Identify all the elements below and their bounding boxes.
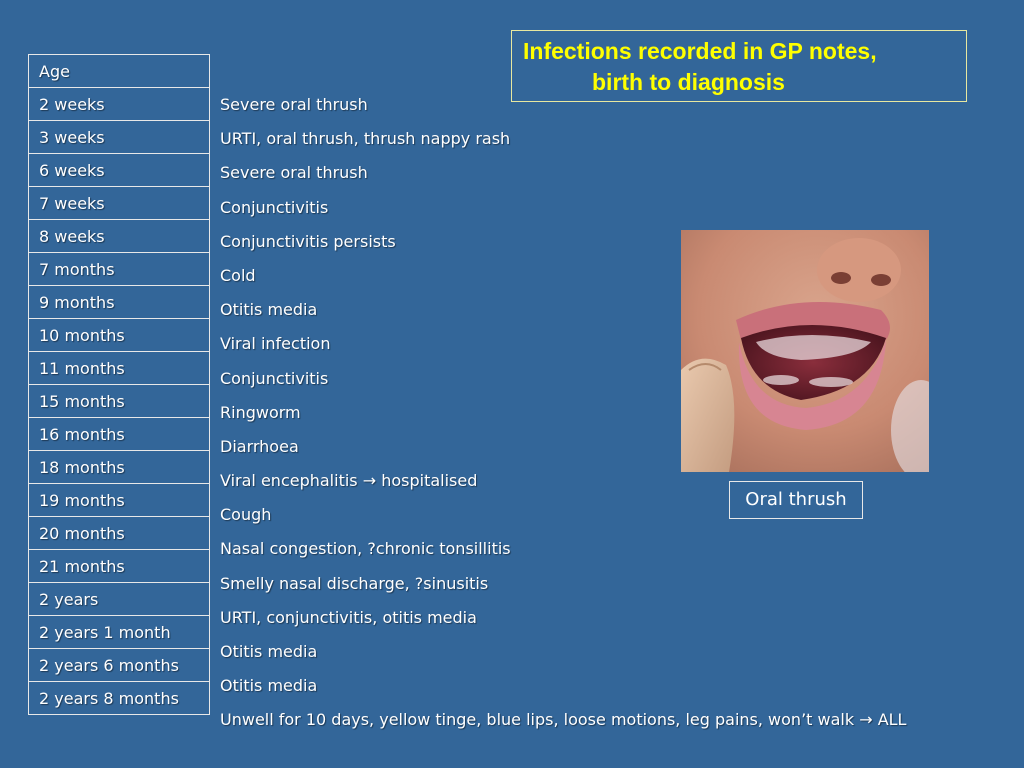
age-cell: 3 weeks	[29, 121, 210, 154]
photo-caption: Oral thrush	[729, 481, 863, 519]
infection-item: Viral encephalitis → hospitalised	[220, 471, 478, 491]
infection-item: URTI, conjunctivitis, otitis media	[220, 607, 477, 627]
infection-item: URTI, oral thrush, thrush nappy rash	[220, 129, 511, 149]
infection-item: Cold	[220, 265, 256, 285]
infection-item: Conjunctivitis persists	[220, 231, 396, 251]
infection-item: Otitis media	[220, 676, 318, 696]
infection-item: Otitis media	[220, 300, 318, 320]
age-cell: 2 weeks	[29, 88, 210, 121]
age-cell: 7 weeks	[29, 187, 210, 220]
age-header: Age	[29, 55, 210, 88]
title-line-2: birth to diagnosis	[592, 69, 785, 95]
infection-item: Otitis media	[220, 642, 318, 661]
infection-item: Cough	[220, 505, 272, 525]
age-cell: 10 months	[29, 319, 210, 352]
oral-thrush-photo	[681, 230, 929, 472]
infection-item: Conjunctivitis	[220, 197, 329, 217]
age-cell: 20 months	[29, 517, 210, 550]
age-cell: 18 months	[29, 451, 210, 484]
age-cell: 11 months	[29, 352, 210, 385]
age-cell: 2 years	[29, 583, 210, 616]
age-cell: 7 months	[29, 253, 210, 286]
infection-item: Ringworm	[220, 402, 301, 422]
infection-item: Nasal congestion, ?chronic tonsillitis	[220, 539, 511, 559]
age-table	[28, 54, 210, 715]
age-cell: 6 weeks	[29, 154, 210, 187]
infection-item: Diarrhoea	[220, 436, 299, 456]
infection-item: Smelly nasal discharge, ?sinusitis	[220, 573, 489, 593]
infection-item: Viral infection	[220, 334, 331, 354]
age-cell: 2 years 1 month	[29, 616, 210, 649]
infection-item: Unwell for 10 days, yellow tinge, blue lips, loose motions, leg pains, won’t walk → ALL	[220, 710, 907, 730]
age-cell: 2 years 8 months	[29, 682, 210, 715]
infection-item: Severe oral thrush	[220, 95, 368, 114]
age-cell: 15 months	[29, 385, 210, 418]
infection-item: Conjunctivitis	[220, 368, 329, 388]
title-line-1: Infections recorded in GP notes,	[523, 38, 877, 64]
age-cell: 2 years 6 months	[29, 649, 210, 682]
infection-item: Severe oral thrush	[220, 163, 368, 183]
age-cell: 9 months	[29, 286, 210, 319]
age-cell: 19 months	[29, 484, 210, 517]
age-cell: 16 months	[29, 418, 210, 451]
age-cell: 8 weeks	[29, 220, 210, 253]
age-cell: 21 months	[29, 550, 210, 583]
